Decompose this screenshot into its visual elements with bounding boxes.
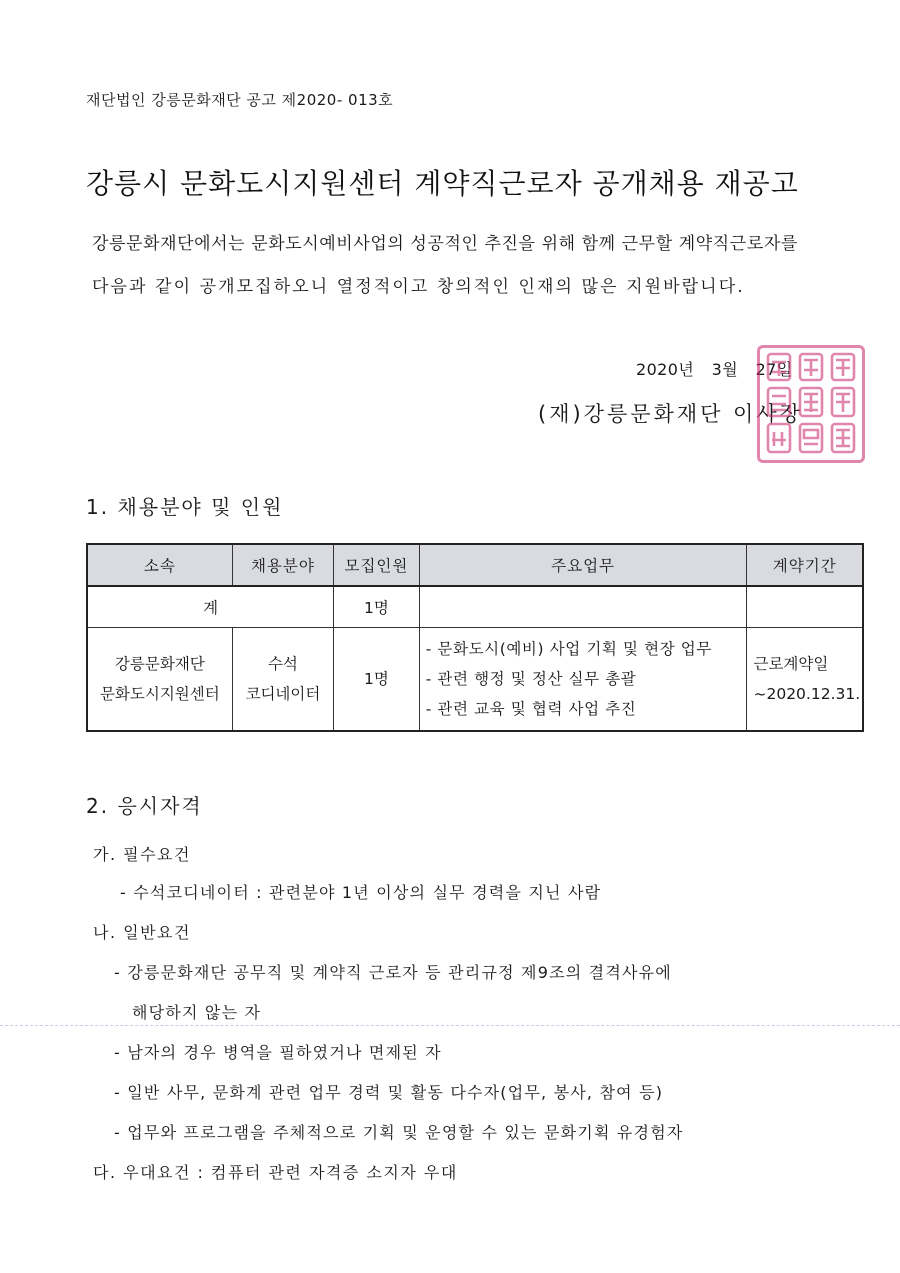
scan-fold-line <box>0 1025 900 1026</box>
total-count: 1명 <box>334 586 420 628</box>
preferred-heading: 다. 우대요건 : 컴퓨터 관련 자격증 소지자 우대 <box>93 1163 458 1182</box>
general-item-2: - 남자의 경우 병역을 필하였거나 면제된 자 <box>114 1043 442 1062</box>
table-header-row <box>87 544 863 586</box>
header-field: 채용분야 <box>232 544 333 586</box>
total-period <box>747 586 863 628</box>
field-line-1: 수석 <box>267 655 298 673</box>
notice-number: 재단법인 강릉문화재단 공고 제2020- 013호 <box>86 91 394 109</box>
general-item-1-line-1: - 강릉문화재단 공무직 및 계약직 근로자 등 관리규정 제9조의 결격사유에 <box>114 963 672 982</box>
general-item-4: - 업무와 프로그램을 주체적으로 기획 및 운영할 수 있는 문화기획 유경험자 <box>114 1123 684 1142</box>
cell-affiliation <box>87 628 232 732</box>
section-recruitment-heading: 1. 채용분야 및 인원 <box>86 495 284 519</box>
field-line-2: 코디네이터 <box>245 685 321 703</box>
cell-period <box>747 628 863 732</box>
section-qualifications-heading: 2. 응시자격 <box>86 794 203 818</box>
notice-date: 2020년 3월 27일 <box>636 360 793 379</box>
intro-line-1: 강릉문화재단에서는 문화도시예비사업의 성공적인 추진을 위해 함께 근무할 계약직근로자를 <box>92 234 798 254</box>
cell-duties <box>419 628 747 732</box>
header-affiliation: 소속 <box>87 544 232 586</box>
required-item: - 수석코디네이터 : 관련분야 1년 이상의 실무 경력을 지닌 사람 <box>120 883 602 902</box>
affiliation-line-2: 문화도시지원센터 <box>99 685 220 703</box>
total-label: 계 <box>87 586 334 628</box>
general-item-1-line-2: 해당하지 않는 자 <box>132 1003 262 1022</box>
issuer-name: (재)강릉문화재단 이사장 <box>538 402 803 426</box>
duty-item: - 관련 교육 및 협력 사업 추진 <box>425 700 637 718</box>
period-line-1: 근로계약일 <box>753 655 829 673</box>
duty-item: - 관련 행정 및 정산 실무 총괄 <box>425 670 637 688</box>
general-item-3: - 일반 사무, 문화계 관련 업무 경력 및 활동 다수자(업무, 봉사, 참여 등) <box>114 1083 664 1102</box>
table-total-row <box>87 586 863 628</box>
recruitment-table <box>86 543 864 732</box>
seal-glyphs <box>760 348 862 460</box>
header-count: 모집인원 <box>334 544 420 586</box>
header-duties: 주요업무 <box>419 544 747 586</box>
general-heading: 나. 일반요건 <box>93 923 191 942</box>
intro-line-2: 다음과 같이 공개모집하오니 열정적이고 창의적인 인재의 많은 지원바랍니다. <box>92 277 745 297</box>
affiliation-line-1: 강릉문화재단 <box>114 655 205 673</box>
duty-item: - 문화도시(예비) 사업 기획 및 현장 업무 <box>425 640 712 658</box>
official-seal-icon <box>757 345 865 463</box>
table-row <box>87 628 863 732</box>
header-period: 계약기간 <box>747 544 863 586</box>
required-heading: 가. 필수요건 <box>93 845 191 864</box>
document-title: 강릉시 문화도시지원센터 계약직근로자 공개채용 재공고 <box>86 167 799 200</box>
cell-field <box>232 628 333 732</box>
period-line-2: ~2020.12.31. <box>753 685 861 703</box>
cell-count: 1명 <box>334 628 420 732</box>
total-duties <box>419 586 747 628</box>
